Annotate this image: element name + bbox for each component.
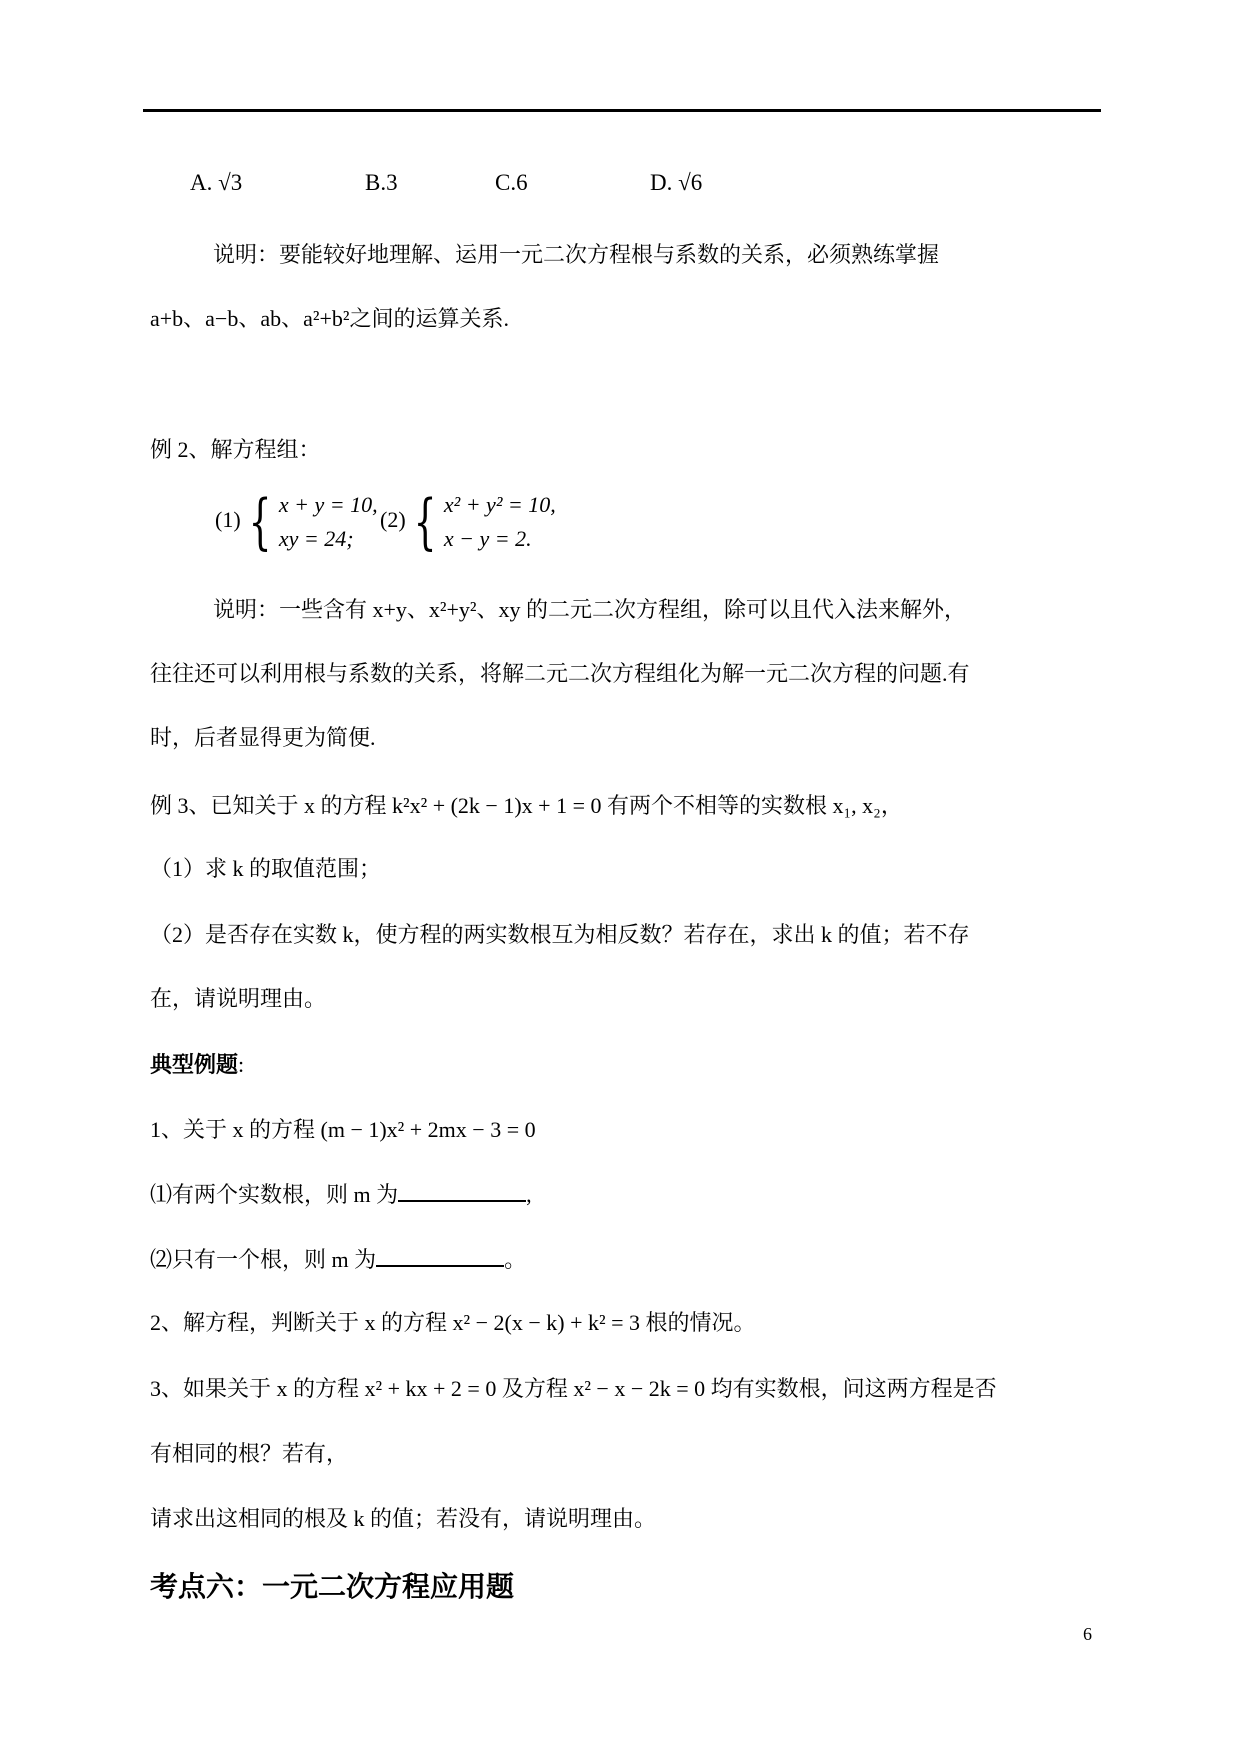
answer-blank-1[interactable] (398, 1182, 526, 1202)
system-1-row-2: xy = 24; (278, 526, 354, 551)
typical-heading (150, 1048, 244, 1079)
example2-title: 例 2、解方程组： (150, 437, 321, 462)
problem-1b-punct: 。 (504, 1247, 527, 1272)
header-rule (143, 109, 1101, 112)
problem-2: 2、解方程，判断关于 x 的方程 x² − 2(x − k) + k² = 3 根的情况。 (150, 1310, 756, 1335)
example3-question-2-line2: 在，请说明理由。 (150, 986, 327, 1011)
example3-question-1: （1）求 k 的取值范围； (150, 856, 382, 881)
option-b: B.3 (365, 170, 398, 195)
system-2-label: (2) (380, 507, 406, 533)
equation-system-2 (380, 488, 556, 556)
note2-line3: 时，后者显得更为简便. (150, 725, 376, 750)
section-title: 考点六：一元二次方程应用题 (150, 1570, 515, 1603)
problem-3-line2: 有相同的根？若有， (150, 1441, 349, 1466)
example3-question-2-line1: （2）是否存在实数 k，使方程的两实数根互为相反数？若存在，求出 k 的值；若不存 (150, 922, 970, 947)
typical-heading-text: 典型例题 (150, 1053, 239, 1078)
note2-line2: 往往还可以利用根与系数的关系，将解二元二次方程组化为解一元二次方程的问题.有 (150, 661, 970, 686)
note1-line2: a+b、a−b、ab、a²+b²之间的运算关系. (150, 306, 509, 331)
typical-heading-colon: : (238, 1052, 245, 1077)
page-number: 6 (1083, 1624, 1092, 1644)
brace-icon: { (248, 487, 272, 557)
problem-3-line1: 3、如果关于 x 的方程 x² + kx + 2 = 0 及方程 x² − x − 2k = 0 均有实数根，问这两方程是否 (150, 1376, 997, 1401)
option-c: C.6 (495, 170, 528, 195)
example3-line1: 例 3、已知关于 x 的方程 k²x² + (2k − 1)x + 1 = 0 有两个不相等的实数根 x₁, x₂， (150, 793, 903, 818)
answer-blank-2[interactable] (376, 1247, 504, 1267)
equation-system-1 (215, 488, 378, 556)
problem-1b-text: ⑵只有一个根，则 m 为 (150, 1247, 377, 1272)
problem-1b (150, 1243, 526, 1274)
system-2-row-2: x − y = 2. (443, 526, 532, 551)
problem-1: 1、关于 x 的方程 (m − 1)x² + 2mx − 3 = 0 (150, 1117, 536, 1142)
option-a: A. √3 (190, 170, 243, 195)
system-1-row-1: x + y = 10, (278, 492, 378, 517)
system-2-row-1: x² + y² = 10, (443, 492, 556, 517)
brace-icon: { (413, 487, 437, 557)
note2-line1: 说明：一些含有 x+y、x²+y²、xy 的二元二次方程组，除可以且代入法来解外， (213, 597, 967, 622)
note1-line1: 说明：要能较好地理解、运用一元二次方程根与系数的关系，必须熟练掌握 (213, 242, 940, 267)
system-1-label: (1) (215, 507, 241, 533)
problem-1a-text: ⑴有两个实数根，则 m 为 (150, 1182, 399, 1207)
problem-1a-punct: , (526, 1182, 532, 1207)
problem-1a (150, 1178, 532, 1209)
problem-3-line3: 请求出这相同的根及 k 的值；若没有，请说明理由。 (150, 1506, 657, 1531)
option-d: D. √6 (650, 170, 703, 195)
